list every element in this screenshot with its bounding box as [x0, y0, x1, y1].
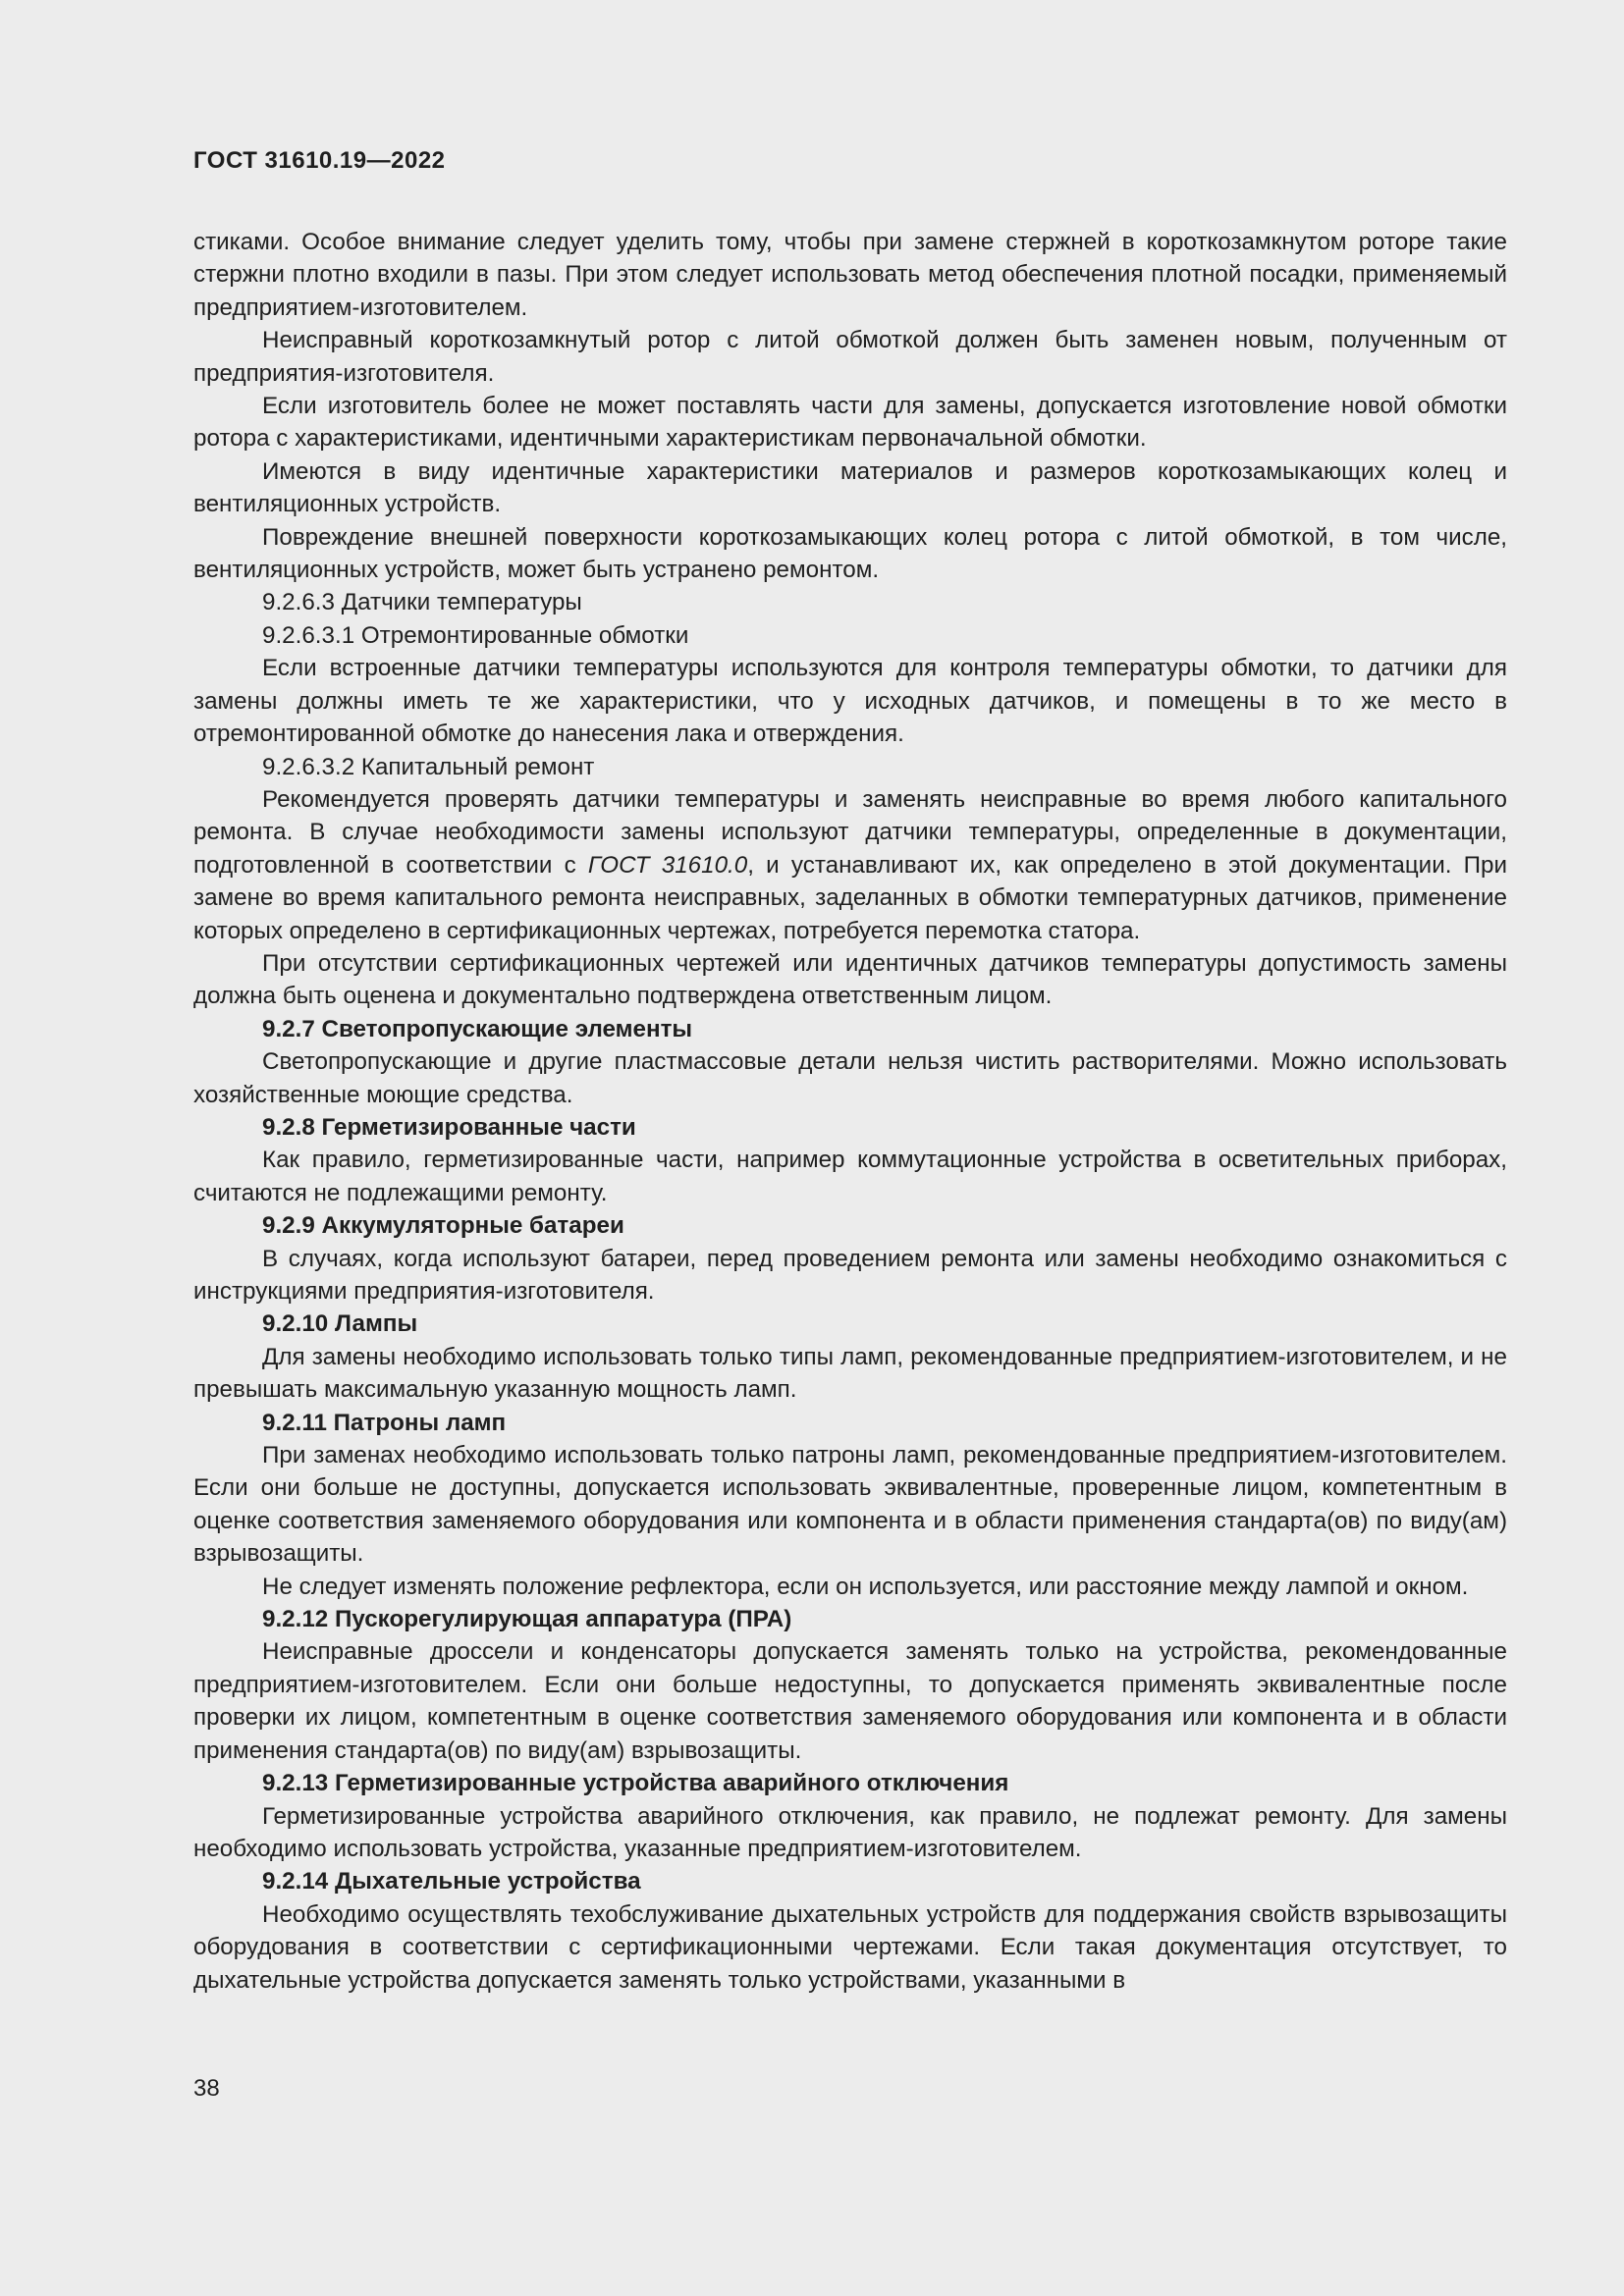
section-heading: 9.2.9 Аккумуляторные батареи [262, 1212, 624, 1240]
section-heading: 9.2.10 Лампы [262, 1310, 418, 1338]
paragraph: Необходимо осуществлять техобслуживание дыхательных устройств для поддержания свойств взрывозащиты оборудования в соответствии с сертификационными чертежами. Если такая документация отсутствует, то дыхательные устройства допускается заменять только устройствами, указанными в [193, 1900, 1507, 1994]
paragraph: При отсутствии сертификационных чертежей или идентичных датчиков температуры допустимость замены должна быть оценена и документально подтверждена ответственным лицом. [193, 949, 1507, 1010]
paragraph: В случаях, когда используют батареи, перед проведением ремонта или замены необходимо ознакомиться с инструкциями предприятия-изготовителя. [193, 1245, 1507, 1305]
subsection-heading: 9.2.6.3.1 Отремонтированные обмотки [262, 621, 689, 649]
paragraph: Повреждение внешней поверхности короткозамыкающих колец ротора с литой обмоткой, в том числе, вентиляционных устройств, может быть устранено ремонтом. [193, 523, 1507, 584]
section-heading: 9.2.13 Герметизированные устройства аварийного отключения [262, 1770, 1009, 1797]
paragraph: Герметизированные устройства аварийного отключения, как правило, не подлежат ремонту. Для замены необходимо использовать устройства, указанные предприятием-изготовителем. [193, 1802, 1507, 1862]
standard-reference: ГОСТ 31610.0 [587, 851, 748, 879]
paragraph-text: , и устанавливают их, как определено в этой документации. При замене во время капитального ремонта неисправных, заделанных в обмотки температурных датчиков, применение которых определено в сертификационных чертежах, потребуется перемотка статора. [193, 851, 1508, 944]
section-heading: 9.2.8 Герметизированные части [262, 1113, 636, 1141]
paragraph: стиками. Особое внимание следует уделить тому, чтобы при замене стержней в короткозамкнутом роторе такие стержни плотно входили в пазы. При этом следует использовать метод обеспечения плотной посадки, применяемый предприятием-изготовителем. [193, 229, 1507, 321]
paragraph: Светопропускающие и другие пластмассовые детали нельзя чистить растворителями. Можно использовать хозяйственные моющие средства. [193, 1048, 1507, 1108]
section-heading: 9.2.14 Дыхательные устройства [262, 1868, 641, 1896]
paragraph: При заменах необходимо использовать только патроны ламп, рекомендованные предприятием-изготовителем. Если они больше не доступны, допускается использовать эквивалентные, проверенные лицом, компетентным в оценке соответствия заменяемого оборудования или компонента и в области применения стандарта(ов) по виду(ам) взрывозащиты. [193, 1442, 1507, 1568]
paragraph: Если встроенные датчики температуры используются для контроля температуры обмотки, то датчики для замены должны иметь те же характеристики, что у исходных датчиков, и помещены в то же место в отремонтированной обмотке до нанесения лака и отверждения. [193, 655, 1507, 748]
paragraph: Имеются в виду идентичные характеристики материалов и размеров короткозамыкающих колец и вентиляционных устройств. [193, 457, 1507, 518]
section-heading: 9.2.12 Пускорегулирующая аппаратура (ПРА) [262, 1606, 792, 1633]
paragraph: Неисправные дроссели и конденсаторы допускается заменять только на устройства, рекомендованные предприятием-изготовителем. Если они больше недоступны, то допускается применять эквивалентные после проверки их лицом, компетентным в оценке соответствия заменяемого оборудования или компонента и в области применения стандарта(ов) по виду(ам) взрывозащиты. [193, 1638, 1507, 1764]
paragraph: Не следует изменять положение рефлектора, если он используется, или расстояние между лампой и окном. [262, 1573, 1469, 1600]
subsection-heading: 9.2.6.3.2 Капитальный ремонт [262, 753, 595, 780]
document-header: ГОСТ 31610.19—2022 [193, 147, 446, 174]
paragraph: Как правило, герметизированные части, например коммутационные устройства в осветительных приборах, считаются не подлежащими ремонту. [193, 1147, 1507, 1206]
paragraph: Для замены необходимо использовать только типы ламп, рекомендованные предприятием-изготовителем, и не превышать максимальную указанную мощность ламп. [193, 1343, 1507, 1404]
page-number: 38 [193, 2075, 220, 2102]
section-heading: 9.2.7 Светопропускающие элементы [262, 1015, 693, 1042]
paragraph-text: Рекомендуется проверять датчики температуры и заменять неисправные во время любого капитального ремонта. В случае необходимости замены используют датчики температуры, определенные в документации, подготовленной в соответствии с [193, 785, 1507, 879]
subsection-heading: 9.2.6.3 Датчики температуры [262, 589, 582, 616]
section-heading: 9.2.11 Патроны ламп [262, 1409, 507, 1436]
paragraph: Неисправный короткозамкнутый ротор с литой обмоткой должен быть заменен новым, полученным от предприятия-изготовителя. [193, 327, 1507, 387]
paragraph [193, 783, 1507, 947]
paragraph: Если изготовитель более не может поставлять части для замены, допускается изготовление новой обмотки ротора с характеристиками, идентичными характеристикам первоначальной обмотки. [193, 393, 1507, 453]
document-body [193, 226, 1507, 1997]
